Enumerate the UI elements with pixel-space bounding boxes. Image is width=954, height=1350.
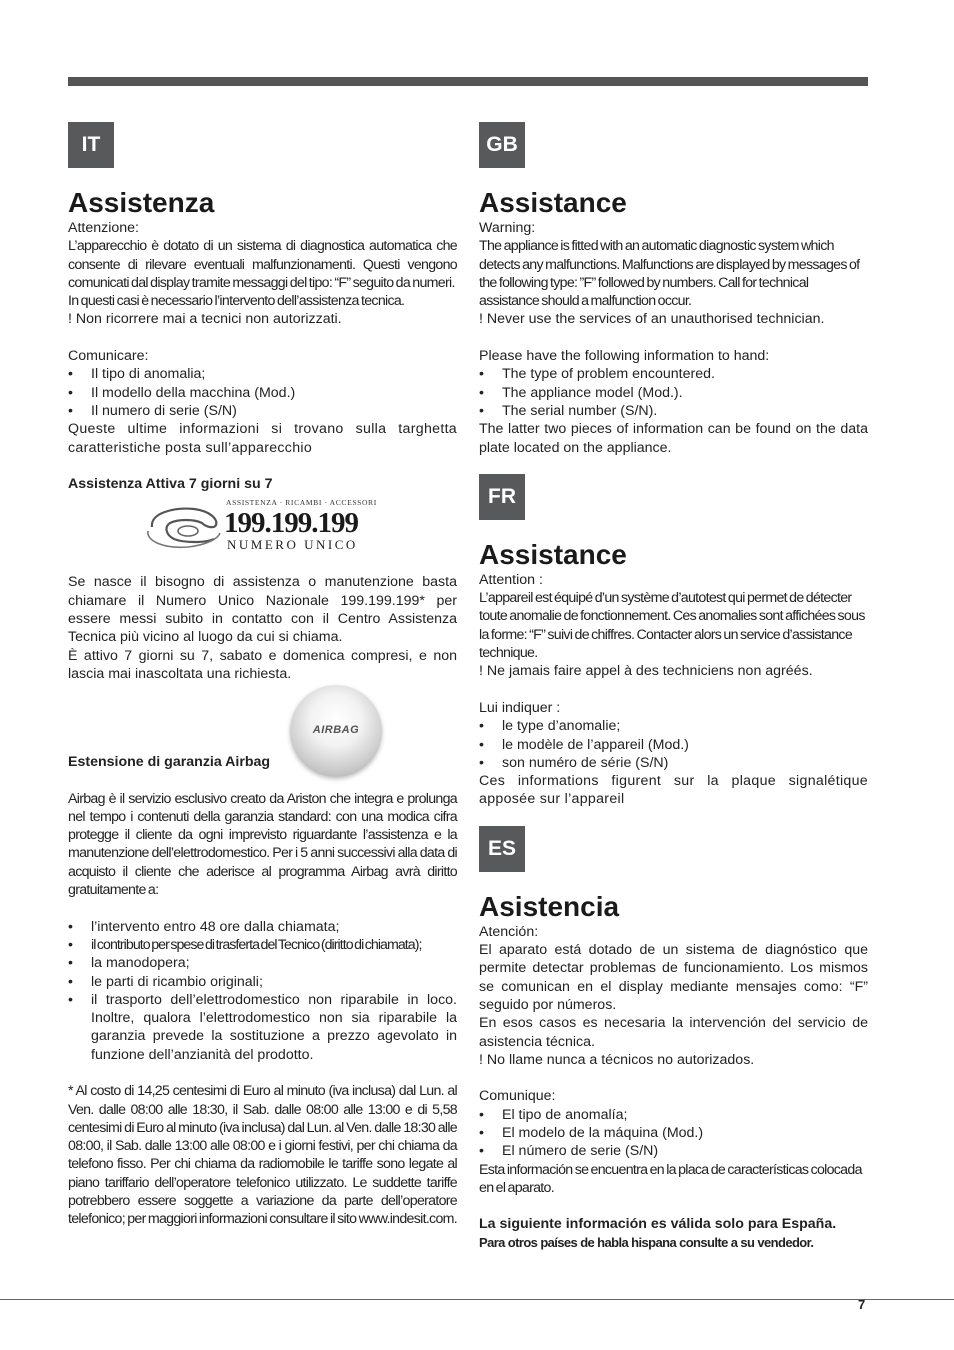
warning-text-es: ! No llame nunca a técnicos no autorizados. xyxy=(479,1051,755,1068)
communicate-list-es xyxy=(479,1106,868,1161)
top-rule xyxy=(68,77,868,86)
airbag-list-it xyxy=(68,918,457,1064)
list-item: • Il numero di serie (S/N) xyxy=(68,402,457,420)
attention-text-gb: The appliance is fitted with an automatic diagnostic system which detects any malfunctions. Malfunctions are displayed by messages of the following type: ”F” followed by numbers. Call for technical assistance should a malfunction occur. xyxy=(479,238,860,310)
bottom-rule xyxy=(0,1299,954,1300)
section-title-gb: Assistance xyxy=(479,187,627,218)
plate-text-fr: Ces informations figurent sur la plaque signalétique apposée sur l’appareil xyxy=(479,773,868,808)
plate-text-gb: The latter two pieces of information can be found on the data plate located on the appliance. xyxy=(479,421,868,456)
attention-text-fr: L’appareil est équipé d’un système d’autotest qui permet de détecter toute anomalie de fonctionnement. Ces anomalies sont affichées sous la forme: “F” suivi de chiffres. Contacter alors un service d’assistance technique. xyxy=(479,590,865,662)
numero-unico-logo xyxy=(68,499,457,561)
list-item: • Il modello della macchina (Mod.) xyxy=(68,384,457,402)
list-item: • le type d’anomalie; xyxy=(479,717,868,735)
list-item: • le modèle de l’appareil (Mod.) xyxy=(479,736,868,754)
list-item: • El tipo de anomalía; xyxy=(479,1106,868,1124)
need-text-it: Se nasce il bisogno di assistenza o manutenzione basta chiamare il Numero Unico Nazionale 199.199.199* per essere messi subito in contatto con il Centro Assistenza Tecnica più vicino al luogo da cui si chiama. xyxy=(68,574,457,646)
logo-tagline: ASSISTENZA · RICAMBI · ACCESSORI xyxy=(226,499,377,508)
list-item: • il trasporto dell’elettrodomestico non riparabile in loco. Inoltre, qualora l’elettrodomestico non sia riparabile la garanzia prevede la sostituzione a prezzo agevolato in funzione dell’anzianità del prodotto. xyxy=(68,991,457,1064)
lang-badge-es: ES xyxy=(479,826,525,872)
airbag-heading-it: Estensione di garanzia Airbag xyxy=(68,754,271,771)
lang-badge-gb: GB xyxy=(479,122,525,168)
es-note-1: La siguiente información es válida solo para España. xyxy=(479,1216,837,1233)
tech-text-es: En esos casos es necesaria la intervención del servicio de asistencia técnica. xyxy=(479,1015,868,1050)
section-title-it: Assistenza xyxy=(68,187,215,218)
communicate-label-it: Comunicare: xyxy=(68,348,149,365)
airbag-block xyxy=(68,685,457,771)
attention-label-es: Atención: xyxy=(479,923,539,940)
attention-label-gb: Warning: xyxy=(479,220,536,236)
active-text-it: È attivo 7 giorni su 7, sabato e domenica compresi, e non lascia mai inascoltata una richiesta. xyxy=(68,647,457,682)
list-item: • son numéro de série (S/N) xyxy=(479,754,868,772)
cost-note-it: * Al costo di 14,25 centesimi di Euro al minuto (iva inclusa) dal Lun. al Ven. dalle 08:00 alle 18:30, il Sab. dalle 08:00 alle 13:00 e di 5,58 centesimi di Euro al minuto (iva inclusa) dal Lun. al Ven. dalle 18:30 alle 08:00, il Sab. dalle 13:00 alle 08:00 e i giorni festivi, per chi chiama da telefono fisso. Per chi chiama da radiomobile le tariffe sono legate al piano tariffario dell’operatore telefonico utilizzato. Le suddette tariffe potrebbero essere soggette a variazione da parte dell’operatore telefonico; per maggiori informazioni consultare il sito www.indesit.com. xyxy=(68,1083,457,1228)
attention-text-es: El aparato está dotado de un sistema de diagnóstico que permite detectar problemas de funcionamiento. Los mismos se comunican en el display mediante mensajes como: “F” seguido por números. xyxy=(479,942,868,1013)
communicate-list-fr xyxy=(479,717,868,772)
communicate-label-gb: Please have the following information to hand: xyxy=(479,348,770,365)
section-es xyxy=(479,826,868,1252)
communicate-list-gb xyxy=(479,365,868,420)
warning-text-it: ! Non ricorrere mai a tecnici non autorizzati. xyxy=(68,311,342,328)
logo-number: 199.199.199 xyxy=(224,507,358,540)
attention-text-it: L’apparecchio è dotato di un sistema di diagnostica automatica che consente di rilevare eventuali malfunzionamenti. Questi vengono comunicati dal display tramite messaggi del tipo: “F” seguito da numeri. xyxy=(68,238,457,291)
section-gb xyxy=(479,122,868,457)
airbag-logo: AIRBAG xyxy=(290,685,382,777)
section-title-es: Asistencia xyxy=(479,890,620,922)
list-item: • The serial number (S/N). xyxy=(479,402,868,420)
communicate-label-fr: Lui indiquer : xyxy=(479,699,561,716)
warning-text-gb: ! Never use the services of an unauthorised technician. xyxy=(479,311,825,328)
list-item: • l’intervento entro 48 ore dalla chiamata; xyxy=(68,918,457,936)
list-item: • le parti di ricambio originali; xyxy=(68,973,457,991)
page-number: 7 xyxy=(858,1297,866,1312)
warning-text-fr: ! Ne jamais faire appel à des techniciens non agréés. xyxy=(479,663,813,680)
section-it xyxy=(68,122,457,1229)
es-note-2: Para otros países de habla hispana consulte a su vendedor. xyxy=(479,1234,814,1250)
attention-label-fr: Attention : xyxy=(479,571,543,588)
lang-badge-it: IT xyxy=(68,122,114,168)
list-item: • il contributo per spese di trasferta del Tecnico (diritto di chiamata); xyxy=(68,936,457,954)
communicate-list-it xyxy=(68,365,457,420)
logo-caption: NUMERO UNICO xyxy=(227,537,358,553)
list-item: • la manodopera; xyxy=(68,954,457,972)
tech-text-it: In questi casi è necessario l’intervento dell’assistenza tecnica. xyxy=(68,293,405,310)
attention-label-it: Attenzione: xyxy=(68,220,139,236)
list-item: • Il tipo di anomalia; xyxy=(68,365,457,383)
airbag-text-it: Airbag è il servizio esclusivo creato da Ariston che integra e prolunga nel tempo i contenuti della garanzia standard: con una modica cifra protegge il cliente da ogni imprevisto riguardante l’assistenza e la manutenzione dell’elettrodomestico. Per i 5 anni successivi alla data di acquisto il cliente che aderisce al programma Airbag avrà diritto gratuitamente a: xyxy=(68,790,457,899)
active-heading-it: Assistenza Attiva 7 giorni su 7 xyxy=(68,476,273,493)
communicate-label-es: Comunique: xyxy=(479,1088,556,1105)
plate-text-es: Esta información se encuentra en la placa de características colocada en el aparato. xyxy=(479,1161,862,1196)
list-item: • El modelo de la máquina (Mod.) xyxy=(479,1124,868,1142)
section-title-fr: Assistance xyxy=(479,538,627,570)
phone-icon xyxy=(144,499,384,555)
section-right xyxy=(479,122,868,1252)
plate-text-it: Queste ultime informazioni si trovano sulla targhetta caratteristiche posta sull’apparecchio xyxy=(68,421,457,456)
list-item: • The type of problem encountered. xyxy=(479,365,868,383)
list-item: • The appliance model (Mod.). xyxy=(479,384,868,402)
section-fr xyxy=(479,474,868,809)
list-item: • El número de serie (S/N) xyxy=(479,1142,868,1160)
lang-badge-fr: FR xyxy=(479,474,525,520)
